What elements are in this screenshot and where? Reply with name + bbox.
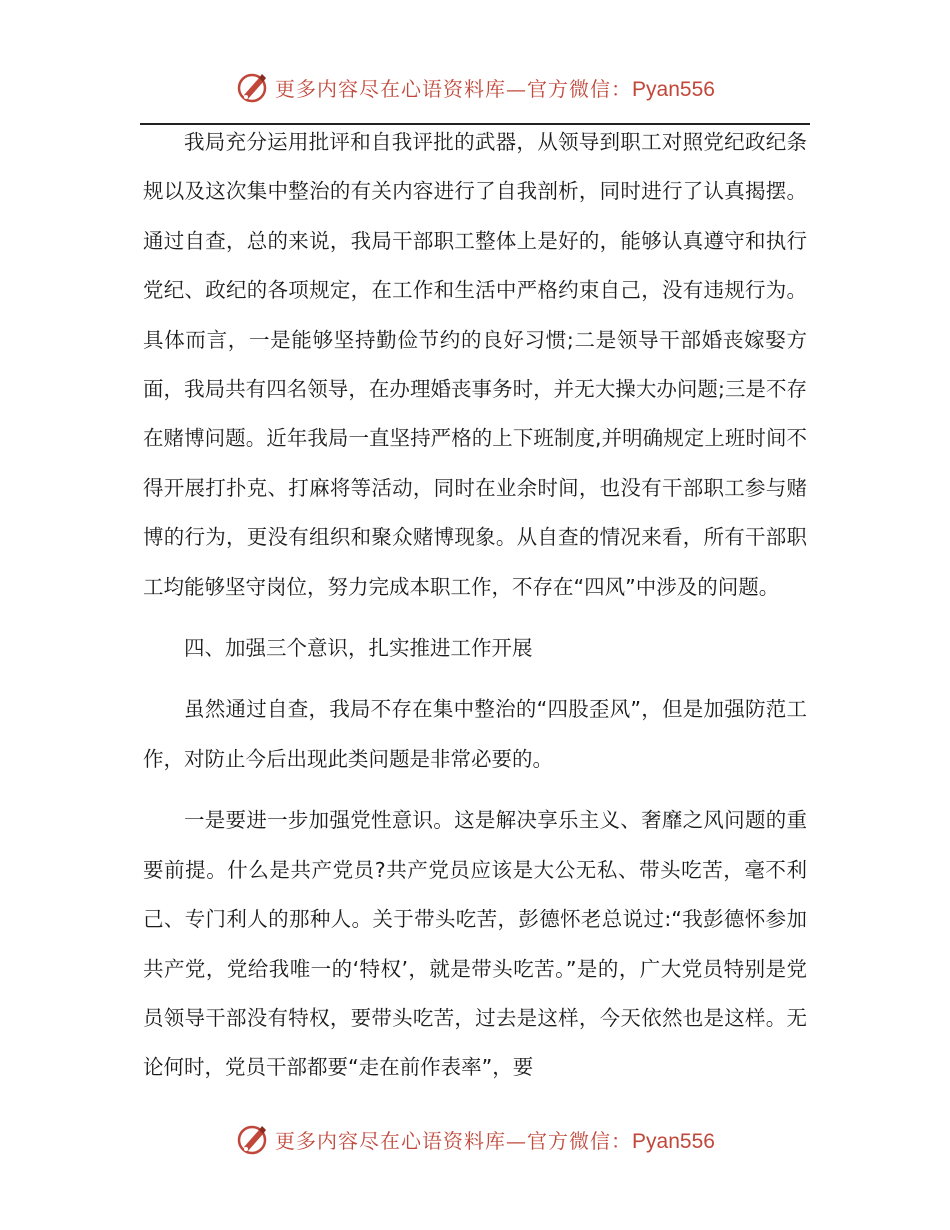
paragraph: 虽然通过自查，我局不存在集中整治的“四股歪风”，但是加强防范工作，对防止今后出现此类问题是非常必要的。 [143,697,807,771]
footer-wechat-id: Pyan556 [632,1129,715,1153]
header-banner [0,70,950,104]
header-wechat-id: Pyan556 [632,77,715,101]
paragraph: 我局充分运用批评和自我评批的武器，从领导到职工对照党纪政纪条规以及这次集中整治的有关内容进行了自我剖析，同时进行了认真揭摆。通过自查，总的来说，我局干部职工整体上是好的，能够认真遵守和执行党纪、政纪的各项规定，在工作和生活中严格约束自己，没有违规行为。具体而言，一是能够坚持勤俭节约的良好习惯;二是领导干部婚丧嫁娶方面，我局共有四名领导，在办理婚丧事务时，并无大操大办问题;三是不存在赌博问题。近年我局一直坚持严格的上下班制度,并明确规定上班时间不得开展打扑克、打麻将等活动，同时在业余时间，也没有干部职工参与赌博的行为，更没有组织和聚众赌博现象。从自查的情况来看，所有干部职工均能够坚守岗位，努力完成本职工作，不存在“四风”中涉及的问题。 [143,130,807,599]
footer-banner-label: 更多内容尽在心语资料库—官方微信： [275,1128,633,1153]
footer-banner [0,1122,950,1156]
pen-nib-logo-icon [235,70,269,104]
document-body [143,118,807,1093]
header-banner-label: 更多内容尽在心语资料库—官方微信： [275,76,633,101]
pen-nib-logo-icon [235,1122,269,1156]
section-heading: 四、加强三个意识，扎实推进工作开展 [184,636,533,661]
header-banner-text [275,73,715,102]
paragraph: 一是要进一步加强党性意识。这是解决享乐主义、奢靡之风问题的重要前提。什么是共产党员?共产党员应该是大公无私、带头吃苦，毫不利己、专门利人的那种人。关于带头吃苦，彭德怀老总说过:“我彭德怀参加共产党，党给我唯一的‘特权’，就是带头吃苦。”是的，广大党员特别是党员领导干部没有特权，要带头吃苦，过去是这样，今天依然也是这样。无论何时，党员干部都要“走在前作表率”，要 [143,808,807,1080]
footer-banner-text [275,1125,715,1154]
